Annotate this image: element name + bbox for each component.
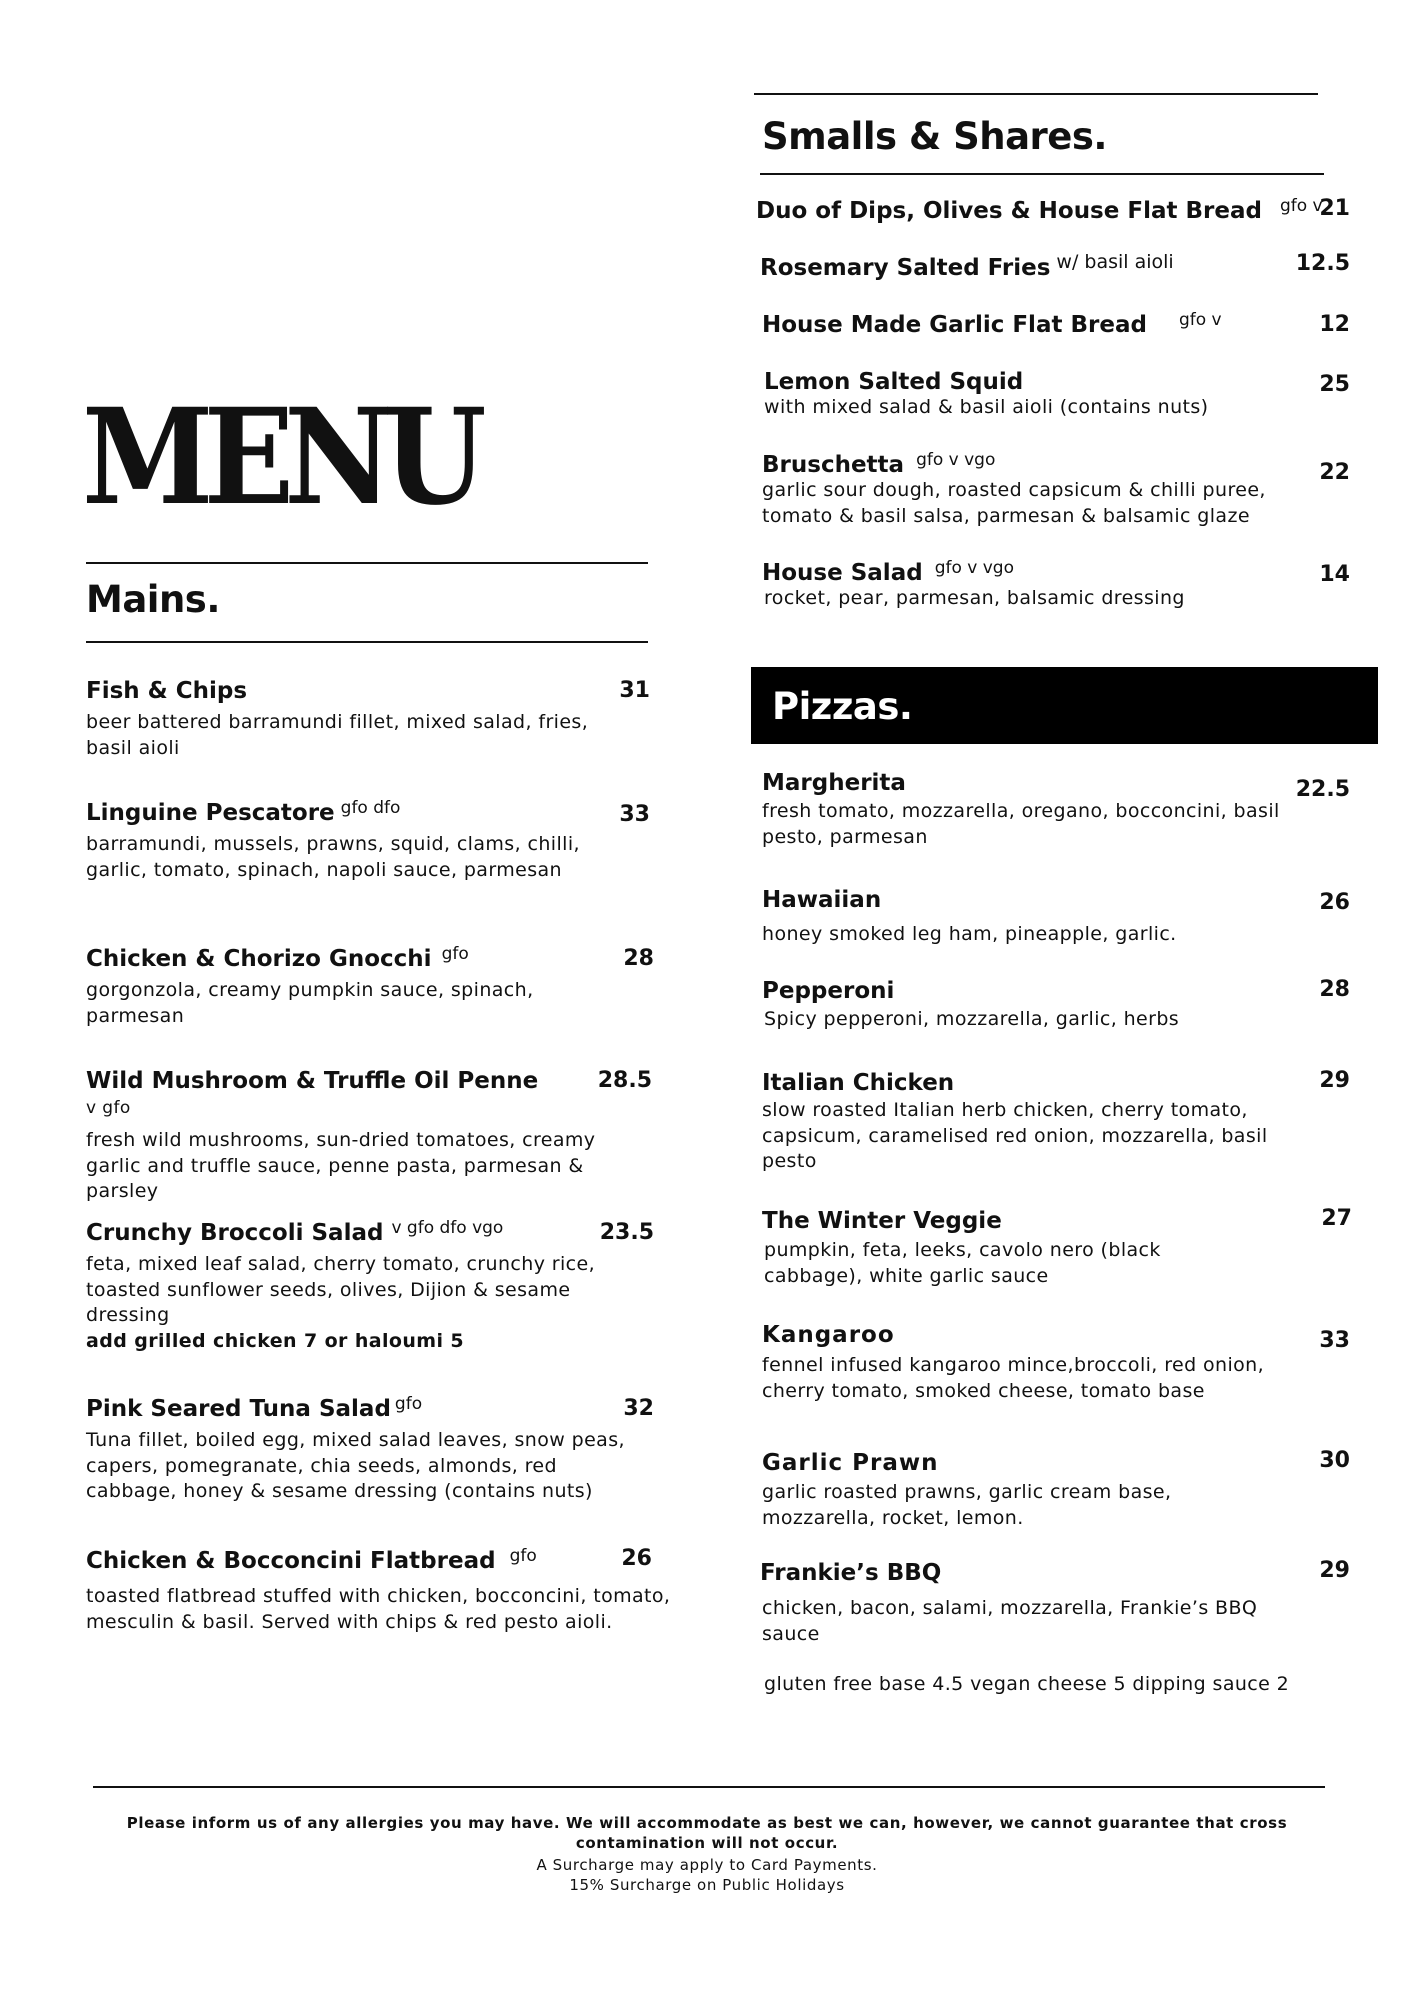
menu-item-price: 14 (1319, 562, 1350, 587)
menu-item-desc: chicken, bacon, salami, mozzarella, Frankie’s BBQ sauce (762, 1597, 1258, 1645)
menu-item-name: Wild Mushroom & Truffle Oil Penne (86, 1068, 539, 1094)
menu-item-name: Margherita (762, 770, 906, 796)
menu-item-desc: toasted flatbread stuffed with chicken, bocconcini, tomato, mesculin & basil. Served with chips & red pesto aioli. (86, 1585, 671, 1633)
menu-item-name: Kangaroo (762, 1322, 895, 1348)
card-surcharge-note: A Surcharge may apply to Card Payments. (536, 1856, 878, 1874)
smalls-bottom-rule (760, 173, 1324, 175)
add-on-note: add grilled chicken 7 or haloumi 5 (86, 1330, 465, 1352)
menu-item-price: 32 (623, 1396, 654, 1421)
menu-item-desc: honey smoked leg ham, pineapple, garlic. (762, 923, 1177, 945)
menu-item-desc: rocket, pear, parmesan, balsamic dressing (764, 587, 1185, 609)
menu-item-name: Garlic Prawn (762, 1450, 939, 1476)
dietary-tags: gfo (394, 1394, 423, 1414)
menu-item-name: Duo of Dips, Olives & House Flat Bread $^{gfo v}$ (756, 196, 1323, 224)
menu-item-name: Chicken & Chorizo Gnocchi $^{gfo}$ (86, 944, 469, 972)
dietary-tags: gfo v (1178, 310, 1222, 330)
menu-item-desc: feta, mixed leaf salad, cherry tomato, crunchy rice, toasted sunflower seeds, olives, Dijion & sesame dressing (86, 1253, 596, 1326)
menu-item-name: Hawaiian (762, 887, 882, 913)
menu-item-name: Pepperoni (762, 978, 895, 1004)
menu-item-name: The Winter Veggie (762, 1208, 1002, 1234)
menu-item-name: House Salad $^{gfo v vgo}$ (762, 558, 1014, 586)
pizza-extras: gluten free base 4.5 vegan cheese 5 dipping sauce 2 (764, 1673, 1290, 1695)
pizzas-heading: Pizzas. (772, 685, 913, 728)
menu-item-price: 31 (619, 678, 650, 703)
menu-item-desc: beer battered barramundi fillet, mixed salad, fries, basil aioli (86, 711, 589, 759)
menu-item-desc: pumpkin, feta, leeks, cavolo nero (black cabbage), white garlic sauce (764, 1239, 1161, 1287)
menu-item-name: Chicken & Bocconcini Flatbread $^{gfo}$ (86, 1546, 537, 1574)
smalls-heading: Smalls & Shares. (762, 115, 1107, 158)
menu-item-price: 23.5 (599, 1220, 654, 1245)
menu-item-price: 30 (1319, 1448, 1350, 1473)
menu-item-name: Pink Seared Tuna Salad $^{gfo}$ (86, 1394, 423, 1422)
menu-item-price: 26 (1319, 890, 1350, 915)
menu-item-name: Fish & Chips (86, 678, 248, 704)
mains-bottom-rule (86, 641, 648, 643)
menu-item-name: Lemon Salted Squid (764, 369, 1024, 395)
dietary-tags: w/ basil aioli (1056, 251, 1174, 273)
menu-item-price: 12.5 (1295, 251, 1350, 276)
menu-item-desc: garlic roasted prawns, garlic cream base, mozzarella, rocket, lemon. (762, 1481, 1172, 1529)
dietary-tags: v gfo (86, 1098, 131, 1118)
menu-item-price: 28 (623, 946, 654, 971)
menu-item-name: Rosemary Salted Fries $^{w/ basil aioli}$ (760, 251, 1174, 281)
dietary-tags: gfo (509, 1546, 537, 1566)
mains-heading: Mains. (86, 578, 220, 621)
menu-item-price: 27 (1321, 1206, 1352, 1231)
menu-item-desc: Tuna fillet, boiled egg, mixed salad leaves, snow peas, capers, pomegranate, chia seeds, almonds, red cabbage, honey & sesame dressing (contains nuts) (86, 1429, 625, 1502)
smalls-top-rule (754, 93, 1318, 95)
menu-item-price: 33 (619, 802, 650, 827)
menu-item-name: Linguine Pescatore $^{gfo dfo}$ (86, 798, 401, 826)
menu-item-name: Italian Chicken (762, 1070, 955, 1096)
menu-item-name: Frankie’s BBQ (760, 1560, 942, 1586)
dietary-tags: v gfo dfo vgo (391, 1218, 504, 1238)
menu-item-name: Bruschetta $^{gfo v vgo}$ (762, 450, 996, 478)
menu-item-name: House Made Garlic Flat Bread $^{gfo v}$ (762, 310, 1222, 338)
menu-item-desc: fresh wild mushrooms, sun-dried tomatoes, creamy garlic and truffle sauce, penne pasta, parmesan & parsley (86, 1129, 596, 1202)
menu-item-price: 25 (1319, 372, 1350, 397)
menu-item-desc: gorgonzola, creamy pumpkin sauce, spinach, parmesan (86, 979, 534, 1027)
menu-item-price: 22.5 (1295, 777, 1350, 802)
dietary-tags: gfo v vgo (916, 450, 996, 470)
holiday-surcharge-note: 15% Surcharge on Public Holidays (569, 1876, 845, 1894)
mains-top-rule (86, 562, 648, 564)
menu-item-desc: slow roasted Italian herb chicken, cherry tomato, capsicum, caramelised red onion, mozzarella, basil pesto (762, 1099, 1268, 1172)
menu-item-price: 33 (1319, 1328, 1350, 1353)
menu-item-price: 29 (1319, 1068, 1350, 1093)
menu-item-price: 28.5 (597, 1068, 652, 1093)
footer-rule (93, 1786, 1325, 1788)
menu-item-price: 12 (1319, 312, 1350, 337)
menu-item-desc: garlic sour dough, roasted capsicum & chilli puree, tomato & basil salsa, parmesan & balsamic glaze (762, 479, 1266, 527)
menu-item-desc: fresh tomato, mozzarella, oregano, bocconcini, basil pesto, parmesan (762, 800, 1280, 848)
allergy-notice: Please inform us of any allergies you may have. We will accommodate as best we can, however, we cannot guarantee that cross contamination will not occur. (126, 1814, 1288, 1852)
menu-item-desc: barramundi, mussels, prawns, squid, clams, chilli, garlic, tomato, spinach, napoli sauce, parmesan (86, 833, 580, 881)
dietary-tags: gfo v (1279, 196, 1323, 216)
menu-item-price: 22 (1319, 460, 1350, 485)
menu-item-price: 29 (1319, 1558, 1350, 1583)
dietary-tags: gfo v vgo (934, 558, 1014, 578)
menu-item-price: 21 (1319, 196, 1350, 221)
menu-item-desc: with mixed salad & basil aioli (contains nuts) (764, 396, 1209, 418)
dietary-tags: gfo dfo (340, 798, 401, 818)
menu-item-desc: fennel infused kangaroo mince,broccoli, red onion, cherry tomato, smoked cheese, tomato base (762, 1354, 1265, 1402)
menu-title: MENU (82, 380, 477, 535)
menu-item-name: Crunchy Broccoli Salad $^{v gfo dfo vgo}$ (86, 1218, 504, 1246)
dietary-tags: gfo (441, 944, 469, 964)
menu-item-price: 28 (1319, 977, 1350, 1002)
pizzas-header-band (751, 667, 1378, 744)
menu-item-price: 26 (621, 1546, 652, 1571)
menu-item-desc: Spicy pepperoni, mozzarella, garlic, herbs (764, 1008, 1180, 1030)
